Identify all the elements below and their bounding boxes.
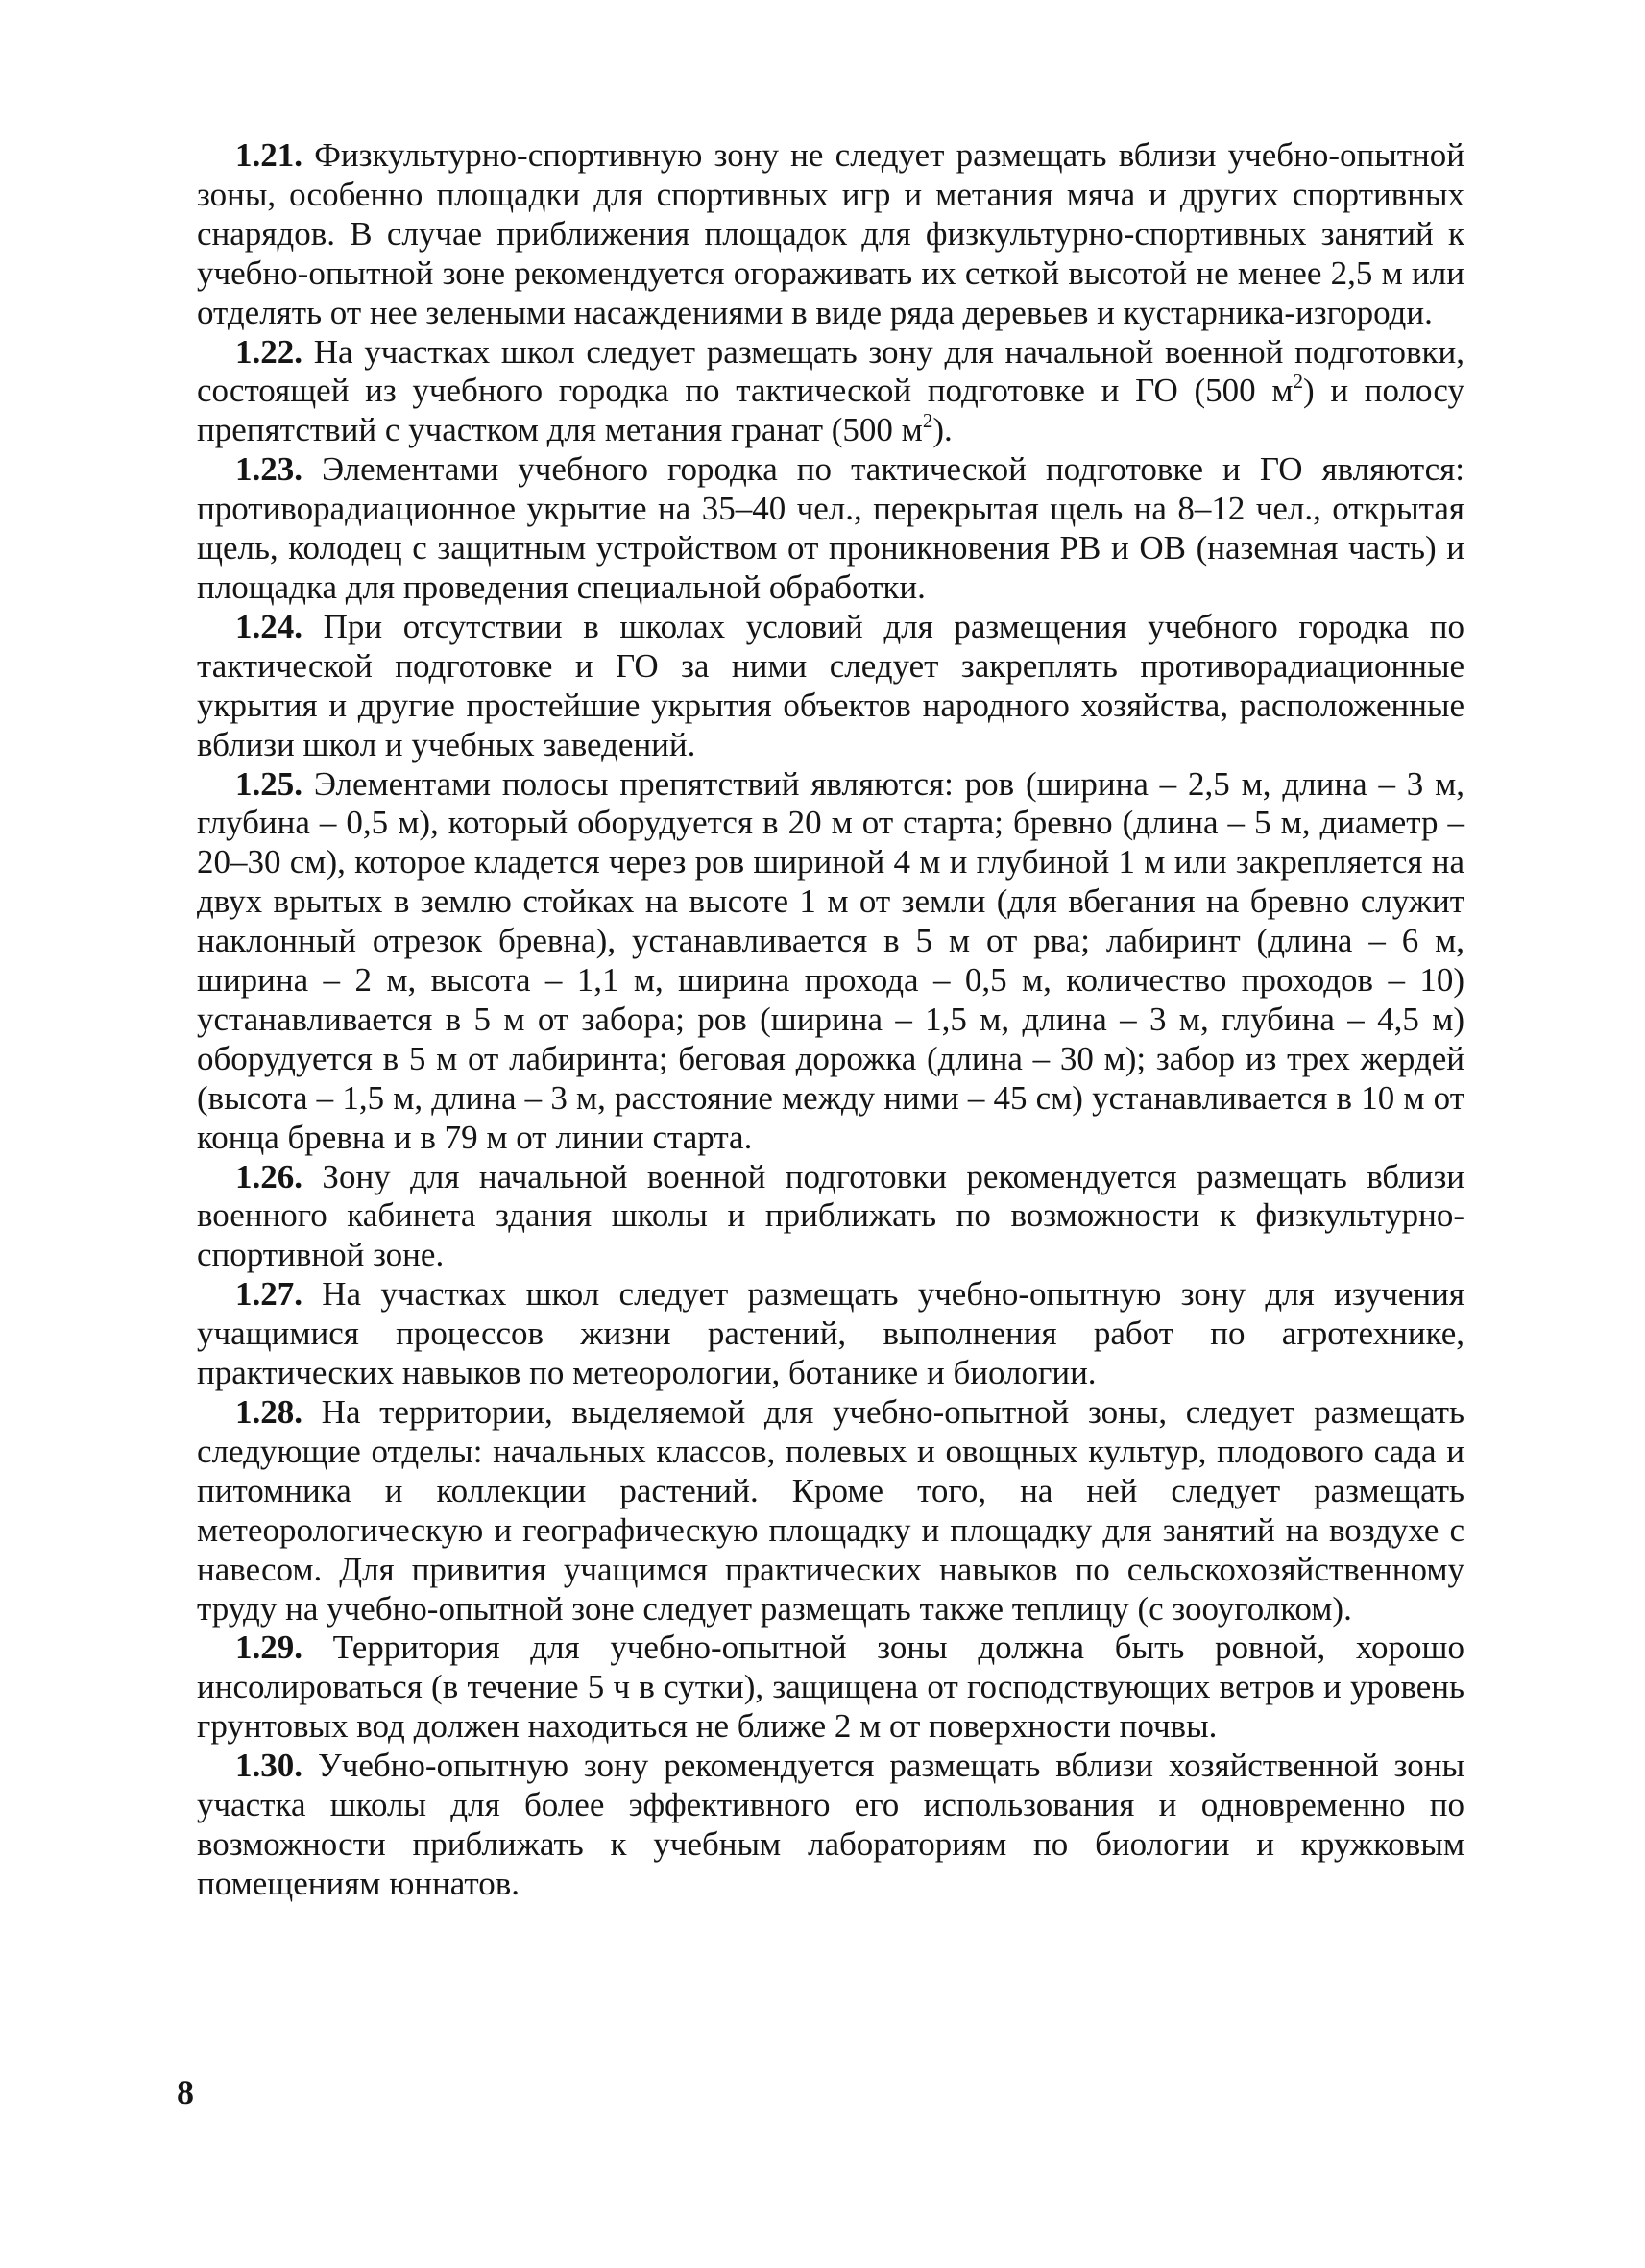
paragraph-number: 1.28. — [235, 1393, 302, 1431]
paragraph-1-26 — [197, 1158, 1464, 1276]
body-text — [197, 136, 1464, 1904]
paragraph-text: На участках школ следует размещать зону для начальной военной подготовки, состоящей из учебного городка по тактической подготовке и ГО (500 м — [197, 332, 1464, 410]
paragraph-text: На территории, выделяемой для учебно-опытной зоны, следует размещать следующие отделы: начальных классов, полевых и овощных культур, плодового сада и питомника и коллекции растений. Кроме того, на ней следует размещать метеорологическую и географическую площадку и площадку для занятий на воздухе с навесом. Для привития учащимся практических навыков по сельскохозяйственному труду на учебно-опытной зоне следует размещать также теплицу (с зооуголком). — [197, 1393, 1465, 1628]
paragraph-number: 1.26. — [235, 1157, 302, 1195]
paragraph-text: ). — [932, 411, 953, 449]
paragraph-number: 1.27. — [235, 1275, 302, 1314]
page-number: 8 — [177, 2073, 194, 2111]
paragraph-1-24 — [197, 608, 1464, 765]
paragraph-1-27 — [197, 1275, 1464, 1393]
paragraph-1-21 — [197, 136, 1464, 333]
paragraph-text: Элементами полосы препятствий являются: ров (ширина – 2,5 м, длина – 3 м, глубина – 0,5 м), который оборудуется в 20 м от старта; бревно (длина – 5 м, диаметр – 20–30 см), которое кладется через ров шириной 4 м и глубиной 1 м или закрепляется на двух врытых в землю стойках на высоте 1 м от земли (для вбегания на бревно служит наклонный отрезок бревна), устанавливается в 5 м от рва; лабиринт (длина – 6 м, ширина – 2 м, высота – 1,1 м, ширина прохода – 0,5 м, количество проходов – 10) устанавливается в 5 м от забора; ров (ширина – 1,5 м, длина – 3 м, глубина – 4,5 м) оборудуется в 5 м от лабиринта; беговая дорожка (длина – 30 м); забор из трех жердей (высота – 1,5 м, длина – 3 м, расстояние между ними – 45 см) устанавливается в 10 м от конца бревна и в 79 м от линии старта. — [197, 764, 1465, 1156]
paragraph-1-28 — [197, 1393, 1464, 1629]
paragraph-1-29 — [197, 1629, 1464, 1747]
paragraph-number: 1.21. — [235, 136, 302, 174]
paragraph-number: 1.24. — [235, 607, 302, 645]
paragraph-number: 1.29. — [235, 1629, 302, 1667]
paragraph-text: Физкультурно-спортивную зону не следует размещать вблизи учебно-опытной зоны, особенно площадки для спортивных игр и метания мяча и других спортивных снарядов. В случае приближения площадок для физкультурно-спортивных занятий к учебно-опытной зоне рекомендуется огораживать их сеткой высотой не менее 2,5 м или отделять от нее зелеными насаждениями в виде ряда деревьев и кустарника-изгороди. — [197, 136, 1464, 331]
paragraph-number: 1.22. — [235, 332, 302, 371]
paragraph-text: На участках школ следует размещать учебно-опытную зону для изучения учащимися процессов жизни растений, выполнения работ по агротехнике, практических навыков по метеорологии, ботанике и биологии. — [197, 1275, 1464, 1392]
paragraph-text: ) и полосу препятствий с участком для метания гранат (500 м — [197, 372, 1464, 449]
paragraph-text: Зону для начальной военной подготовки рекомендуется размещать вблизи военного кабинета здания школы и приближать по возможности к физкультурно-спортивной зоне. — [197, 1157, 1464, 1274]
paragraph-text: Учебно-опытную зону рекомендуется размещать вблизи хозяйственной зоны участка школы для более эффективного его использования и одновременно по возможности приближать к учебным лабораториям по биологии и кружковым помещениям юннатов. — [197, 1747, 1464, 1902]
superscript: 2 — [1293, 370, 1303, 394]
paragraph-text: Территория для учебно-опытной зоны должна быть ровной, хорошо инсолироваться (в течение 5 ч в сутки), защищена от господствующих ветров и уровень грунтовых вод должен находиться не ближе 2 м от поверхности почвы. — [197, 1629, 1464, 1746]
paragraph-1-25 — [197, 765, 1464, 1158]
paragraph-1-22 — [197, 333, 1464, 451]
paragraph-number: 1.23. — [235, 450, 302, 489]
paragraph-1-23 — [197, 450, 1464, 608]
superscript: 2 — [922, 409, 933, 433]
paragraph-number: 1.30. — [235, 1747, 302, 1785]
paragraph-1-30 — [197, 1747, 1464, 1904]
paragraph-number: 1.25. — [235, 764, 302, 803]
paragraph-text: Элементами учебного городка по тактической подготовке и ГО являются: противорадиационное укрытие на 35–40 чел., перекрытая щель на 8–12 чел., открытая щель, колодец с защитным устройством от проникновения РВ и ОВ (наземная часть) и площадка для проведения специальной обработки. — [197, 450, 1464, 606]
paragraph-text: При отсутствии в школах условий для размещения учебного городка по тактической подготовке и ГО за ними следует закреплять противорадиационные укрытия и другие простейшие укрытия объектов народного хозяйства, расположенные вблизи школ и учебных заведений. — [197, 607, 1464, 763]
